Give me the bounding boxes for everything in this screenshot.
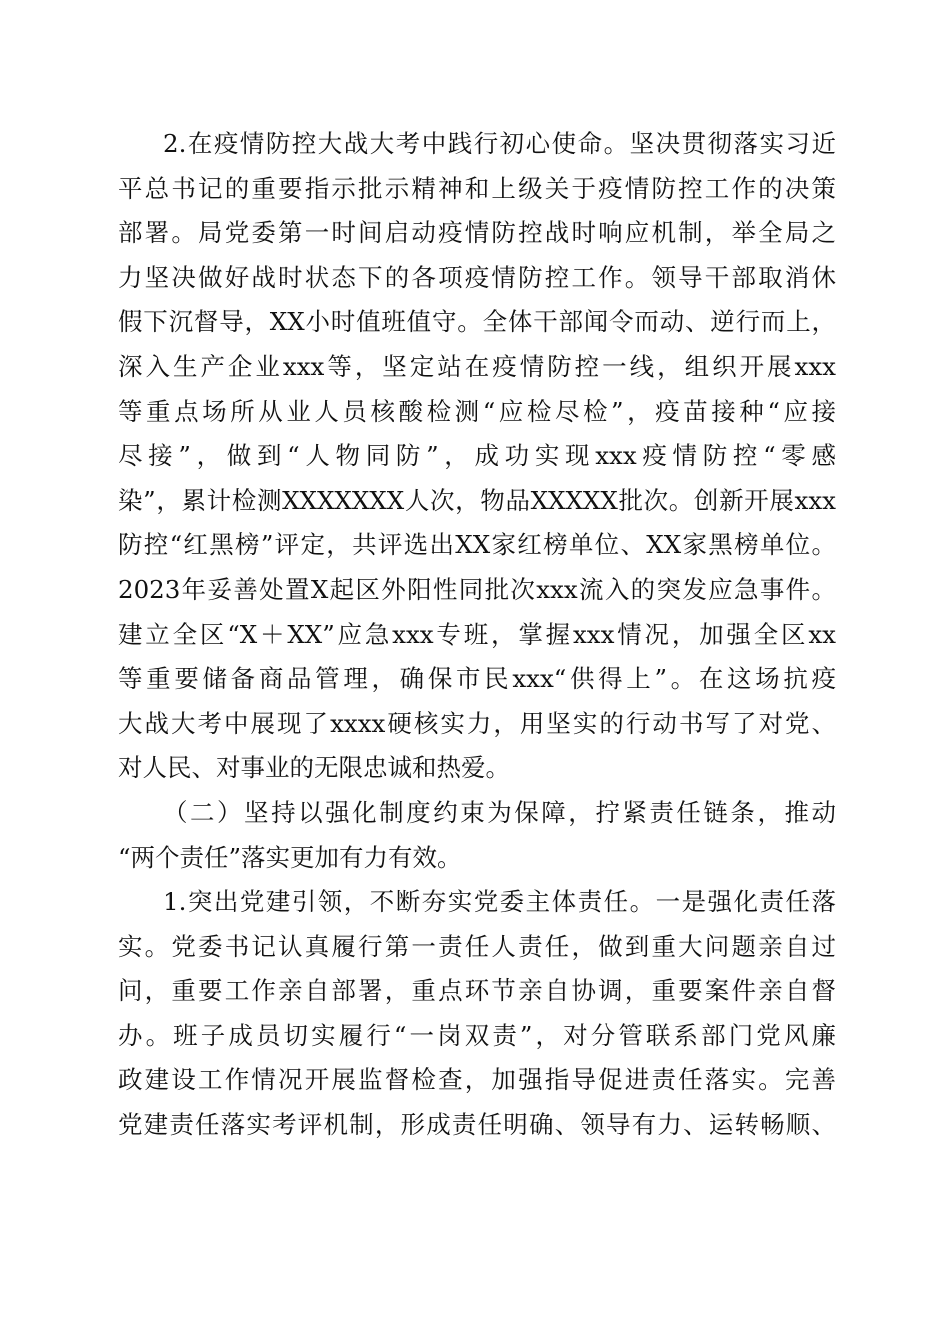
paragraph-line: 防控“红黑榜”评定，共评选出XX家红榜单位、XX家黑榜单位。: [118, 530, 836, 560]
paragraph-line: 1.突出党建引领，不断夯实党委主体责任。一是强化责任落: [163, 887, 836, 917]
paragraph-line: 部署。局党委第一时间启动疫情防控战时响应机制，举全局之: [118, 218, 836, 248]
section-heading-line: “两个责任”落实更加有力有效。: [118, 842, 462, 872]
body-text: [118, 122, 836, 1148]
paragraph-line: 2023年妥善处置X起区外阳性同批次xxx流入的突发应急事件。: [118, 574, 836, 604]
paragraph-line: 等重要储备商品管理，确保市民xxx“供得上”。在这场抗疫: [118, 664, 836, 694]
paragraph-line: 大战大考中展现了xxxx硬核实力，用坚实的行动书写了对党、: [118, 708, 836, 738]
paragraph-line: 党建责任落实考评机制，形成责任明确、领导有力、运转畅顺、: [118, 1110, 836, 1140]
paragraph-line: 对人民、对事业的无限忠诚和热爱。: [118, 753, 510, 783]
paragraph-line: 尽接”，做到“人物同防”，成功实现xxx疫情防控“零感: [118, 441, 836, 471]
paragraph-line: 2.在疫情防控大战大考中践行初心使命。坚决贯彻落实习近: [163, 129, 836, 158]
paragraph-line: 假下沉督导，XX小时值班值守。全体干部闻令而动、逆行而上，: [118, 307, 836, 337]
paragraph-line: 染”，累计检测XXXXXXX人次，物品XXXXX批次。创新开展xxx: [118, 485, 836, 515]
paragraph-line: 等重点场所从业人员核酸检测“应检尽检”，疫苗接种“应接: [118, 396, 836, 426]
paragraph-line: 实。党委书记认真履行第一责任人责任，做到重大问题亲自过: [118, 931, 836, 961]
paragraph-line: 办。班子成员切实履行“一岗双责”，对分管联系部门党风廉: [118, 1020, 836, 1050]
paragraph-line: 问，重要工作亲自部署，重点环节亲自协调，重要案件亲自督: [118, 976, 836, 1006]
paragraph-line: 深入生产企业xxx等，坚定站在疫情防控一线，组织开展xxx: [118, 351, 836, 381]
paragraph-line: 平总书记的重要指示批示精神和上级关于疫情防控工作的决策: [118, 173, 836, 203]
paragraph-line: 力坚决做好战时状态下的各项疫情防控工作。领导干部取消休: [118, 262, 836, 292]
paragraph-line: 政建设工作情况开展监督检查，加强指导促进责任落实。完善: [118, 1065, 836, 1095]
paragraph-line: 建立全区“X＋XX”应急xxx专班，掌握xxx情况，加强全区xx: [118, 619, 836, 649]
section-heading-line: （二）坚持以强化制度约束为保障，拧紧责任链条，推动: [163, 797, 836, 827]
